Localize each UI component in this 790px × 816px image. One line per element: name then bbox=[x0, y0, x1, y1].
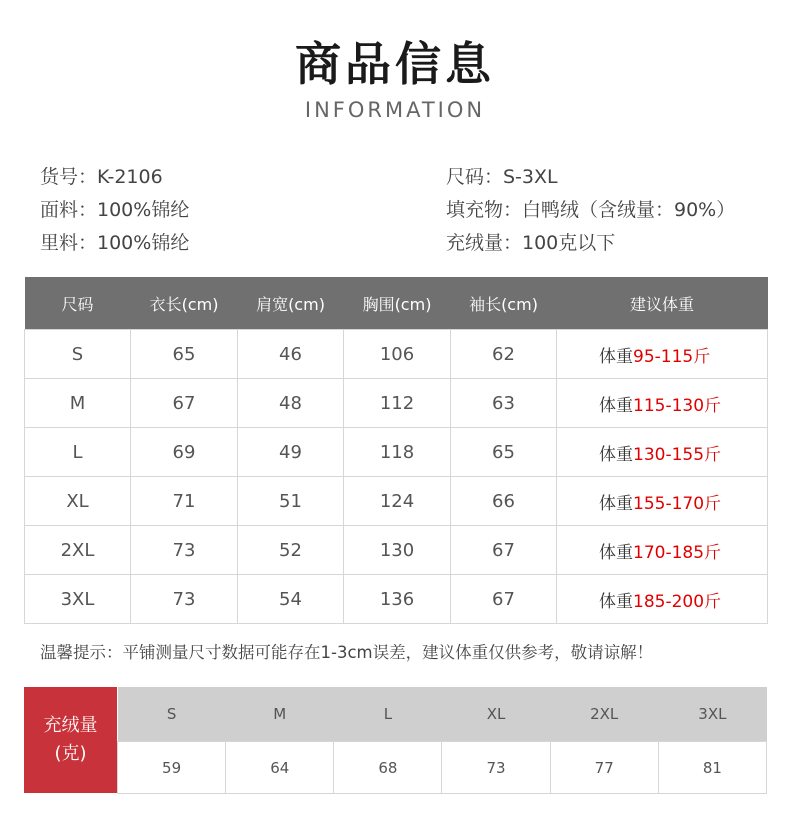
size-table bbox=[24, 277, 768, 624]
info-left bbox=[40, 161, 189, 260]
cell-sleeve: 66 bbox=[451, 477, 557, 526]
table-row bbox=[25, 477, 768, 526]
cell-length: 71 bbox=[131, 477, 238, 526]
cell-length: 73 bbox=[131, 575, 238, 624]
info-right bbox=[446, 161, 735, 260]
header-length: 衣长(cm) bbox=[131, 277, 238, 330]
fabric: 面料：100%锦纶 bbox=[40, 199, 190, 221]
cell-sleeve: 67 bbox=[451, 526, 557, 575]
fill-value: 73 bbox=[442, 742, 550, 794]
page-subtitle: INFORMATION bbox=[304, 98, 486, 122]
cell-weight bbox=[557, 477, 768, 526]
cell-length: 65 bbox=[131, 330, 238, 379]
cell-weight bbox=[557, 330, 768, 379]
item-number: 货号：K-2106 bbox=[40, 166, 163, 188]
table-row bbox=[25, 526, 768, 575]
size-table-header bbox=[25, 277, 768, 330]
fill-table-row bbox=[118, 742, 767, 794]
fill-value: 59 bbox=[118, 742, 226, 794]
fill-amount: 充绒量：100克以下 bbox=[446, 232, 616, 254]
fill-label-line1: 充绒量 bbox=[43, 715, 98, 736]
cell-chest: 130 bbox=[344, 526, 451, 575]
cell-weight bbox=[557, 526, 768, 575]
cell-length: 67 bbox=[131, 379, 238, 428]
table-row bbox=[25, 428, 768, 477]
cell-sleeve: 67 bbox=[451, 575, 557, 624]
fill-size: M bbox=[226, 687, 334, 742]
page-title: 商品信息 bbox=[295, 37, 495, 91]
fill-amount-label bbox=[24, 687, 117, 793]
size-range: 尺码：S-3XL bbox=[446, 166, 558, 188]
header-sleeve: 袖长(cm) bbox=[451, 277, 557, 330]
cell-size: L bbox=[25, 428, 131, 477]
weight-label: 体重 bbox=[599, 493, 633, 514]
fill-size: 3XL bbox=[658, 687, 766, 742]
cell-length: 73 bbox=[131, 526, 238, 575]
weight-label: 体重 bbox=[599, 542, 633, 563]
table-row bbox=[25, 575, 768, 624]
header-shoulder: 肩宽(cm) bbox=[238, 277, 344, 330]
fill-table bbox=[117, 687, 767, 794]
weight-range: 115-130斤 bbox=[633, 395, 722, 416]
weight-label: 体重 bbox=[599, 444, 633, 465]
fill-table-header bbox=[118, 687, 767, 742]
cell-weight bbox=[557, 379, 768, 428]
fill-value: 64 bbox=[226, 742, 334, 794]
weight-label: 体重 bbox=[599, 346, 633, 367]
weight-range: 170-185斤 bbox=[633, 542, 722, 563]
weight-range: 130-155斤 bbox=[633, 444, 722, 465]
cell-size: S bbox=[25, 330, 131, 379]
cell-chest: 112 bbox=[344, 379, 451, 428]
fill-size: S bbox=[118, 687, 226, 742]
cell-shoulder: 51 bbox=[238, 477, 344, 526]
fill-label-line2: (克) bbox=[54, 743, 87, 764]
header-chest: 胸围(cm) bbox=[344, 277, 451, 330]
cell-shoulder: 49 bbox=[238, 428, 344, 477]
lining: 里料：100%锦纶 bbox=[40, 232, 190, 254]
fill-size: XL bbox=[442, 687, 550, 742]
fill-value: 77 bbox=[550, 742, 658, 794]
header-size: 尺码 bbox=[25, 277, 131, 330]
weight-label: 体重 bbox=[599, 395, 633, 416]
cell-size: XL bbox=[25, 477, 131, 526]
cell-shoulder: 48 bbox=[238, 379, 344, 428]
cell-length: 69 bbox=[131, 428, 238, 477]
weight-range: 155-170斤 bbox=[633, 493, 722, 514]
measurement-tip: 温馨提示：平铺测量尺寸数据可能存在1-3cm误差，建议体重仅供参考，敬请谅解！ bbox=[40, 643, 654, 662]
header-weight: 建议体重 bbox=[557, 277, 768, 330]
cell-sleeve: 63 bbox=[451, 379, 557, 428]
cell-size: 2XL bbox=[25, 526, 131, 575]
cell-weight bbox=[557, 575, 768, 624]
cell-shoulder: 54 bbox=[238, 575, 344, 624]
cell-chest: 136 bbox=[344, 575, 451, 624]
fill-size: 2XL bbox=[550, 687, 658, 742]
filling: 填充物：白鸭绒（含绒量：90%） bbox=[446, 199, 736, 221]
table-row bbox=[25, 379, 768, 428]
weight-range: 185-200斤 bbox=[633, 591, 722, 612]
cell-sleeve: 62 bbox=[451, 330, 557, 379]
cell-size: 3XL bbox=[25, 575, 131, 624]
weight-label: 体重 bbox=[599, 591, 633, 612]
cell-chest: 124 bbox=[344, 477, 451, 526]
fill-size: L bbox=[334, 687, 442, 742]
cell-shoulder: 46 bbox=[238, 330, 344, 379]
cell-shoulder: 52 bbox=[238, 526, 344, 575]
cell-weight bbox=[557, 428, 768, 477]
cell-sleeve: 65 bbox=[451, 428, 557, 477]
cell-chest: 106 bbox=[344, 330, 451, 379]
weight-range: 95-115斤 bbox=[633, 346, 711, 367]
table-row bbox=[25, 330, 768, 379]
cell-size: M bbox=[25, 379, 131, 428]
fill-value: 68 bbox=[334, 742, 442, 794]
cell-chest: 118 bbox=[344, 428, 451, 477]
fill-value: 81 bbox=[658, 742, 766, 794]
